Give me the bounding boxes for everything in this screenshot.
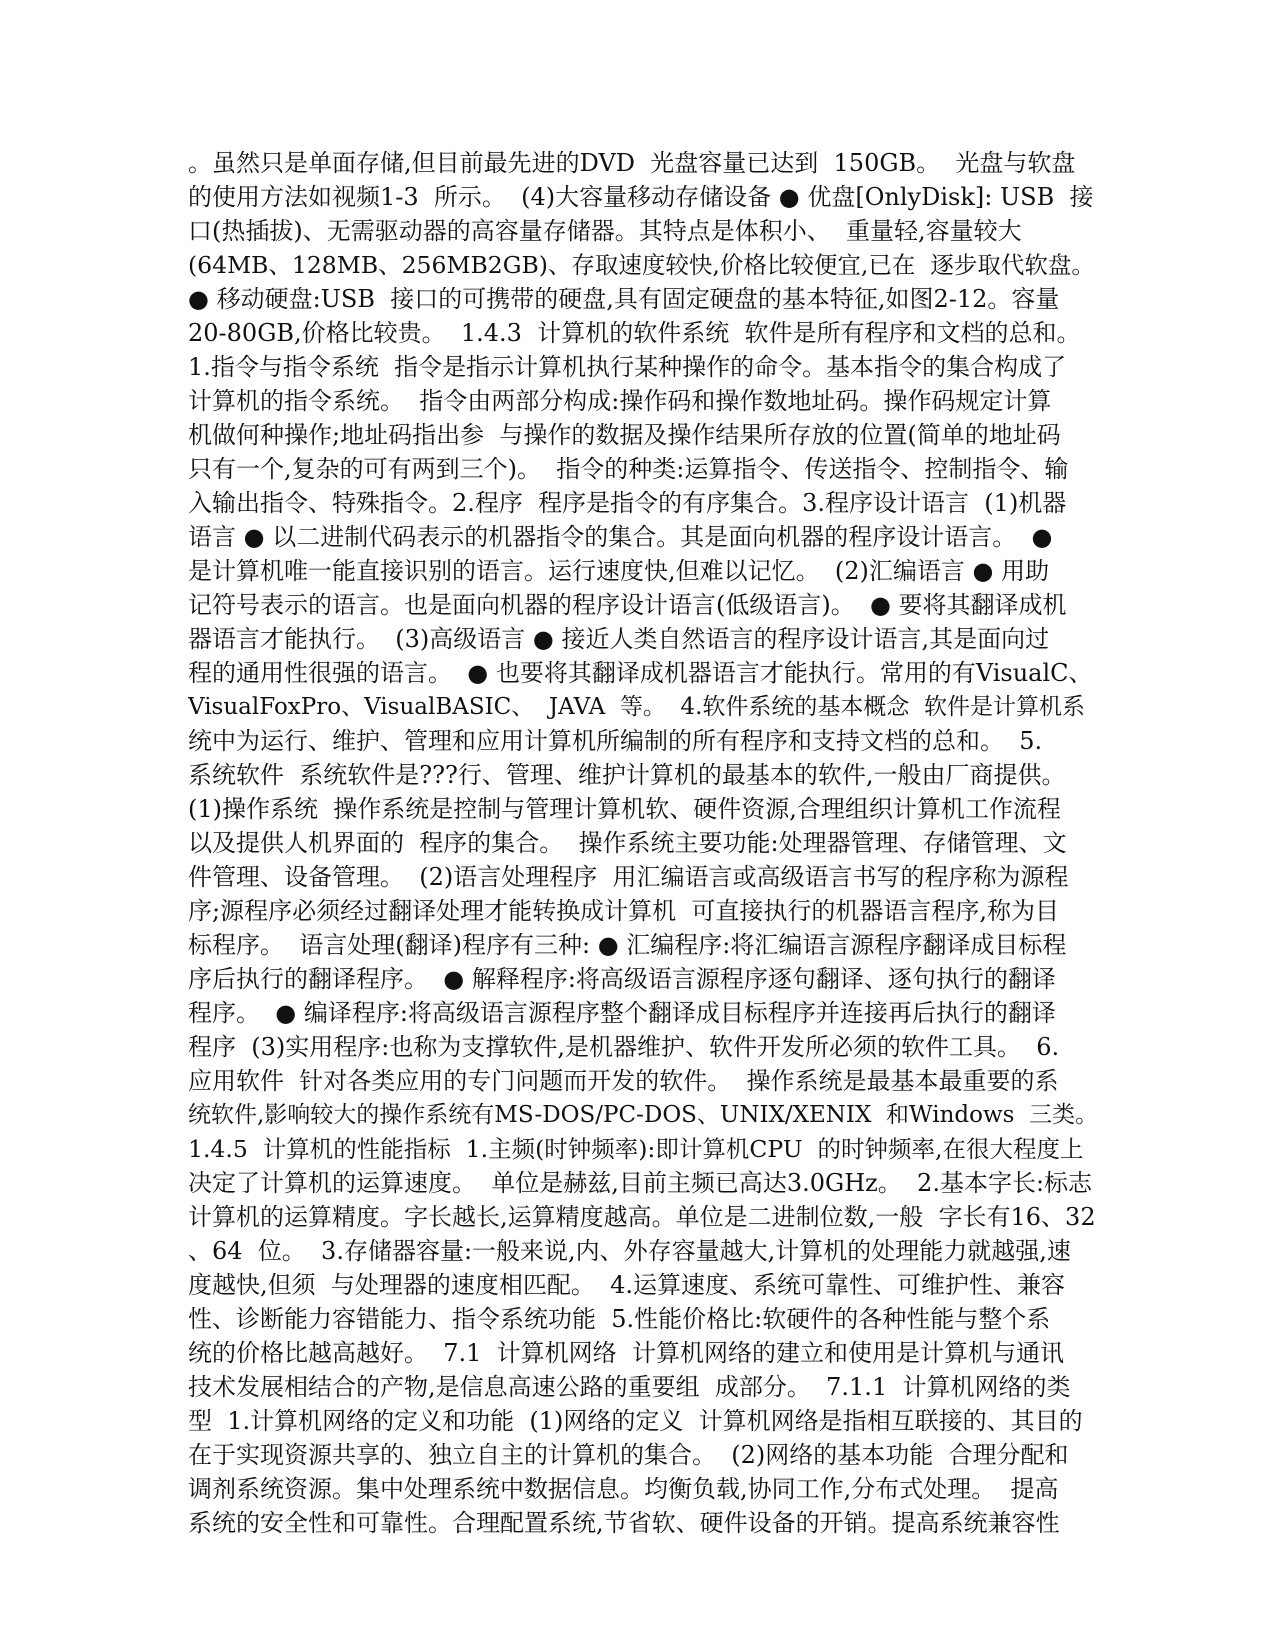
text-line: 度越快,但须 与处理器的速度相匹配。 4.运算速度、系统可靠性、可维护性、兼容 [188, 1271, 1066, 1299]
text-line: (64MB、128MB、256MB2GB)、存取速度较快,价格比较便宜,已在 逐步取代软盘。 [188, 251, 1095, 279]
text-line: 。虽然只是单面存储,但目前最先进的DVD 光盘容量已达到 150GB。 光盘与软盘 [188, 149, 1076, 177]
text-line: 记符号表示的语言。也是面向机器的程序设计语言(低级语言)。 ● 要将其翻译成机 [188, 591, 1067, 619]
text-line: 统的价格比越高越好。 7.1 计算机网络 计算机网络的建立和使用是计算机与通讯 [188, 1339, 1064, 1367]
body-text [188, 146, 1098, 1540]
text-line: 程序 (3)实用程序:也称为支撑软件,是机器维护、软件开发所必须的软件工具。 6. [188, 1033, 1060, 1061]
text-line: 件管理、设备管理。 (2)语言处理程序 用汇编语言或高级语言书写的程序称为源程 [188, 863, 1069, 891]
text-line: 1.4.5 计算机的性能指标 1.主频(时钟频率):即计算机CPU 的时钟频率,在很大程度上 [188, 1135, 1084, 1163]
text-line: 口(热插拔)、无需驱动器的高容量存储器。其特点是体积小、 重量轻,容量较大 [188, 217, 1022, 245]
text-line: 序;源程序必须经过翻译处理才能转换成计算机 可直接执行的机器语言程序,称为目 [188, 897, 1059, 925]
text-line: 程的通用性很强的语言。 ● 也要将其翻译成机器语言才能执行。常用的有VisualC、 [188, 659, 1093, 687]
text-line: 程序。 ● 编译程序:将高级语言源程序整个翻译成目标程序并连接再后执行的翻译 [188, 999, 1056, 1027]
text-line: 性、诊断能力容错能力、指令系统功能 5.性能价格比:软硬件的各种性能与整个系 [188, 1305, 1051, 1333]
text-line: 统中为运行、维护、管理和应用计算机所编制的所有程序和支持文档的总和。 5. [188, 727, 1043, 755]
text-line: (1)操作系统 操作系统是控制与管理计算机软、硬件资源,合理组织计算机工作流程 [188, 795, 1061, 823]
text-line: 机做何种操作;地址码指出参 与操作的数据及操作结果所存放的位置(简单的地址码 [188, 421, 1061, 449]
text-line: 器语言才能执行。 (3)高级语言 ● 接近人类自然语言的程序设计语言,其是面向过 [188, 625, 1050, 653]
text-line: 型 1.计算机网络的定义和功能 (1)网络的定义 计算机网络是指相互联接的、其目的 [188, 1407, 1083, 1435]
text-line: 技术发展相结合的产物,是信息高速公路的重要组 成部分。 7.1.1 计算机网络的类 [188, 1373, 1071, 1401]
text-line: 在于实现资源共享的、独立自主的计算机的集合。 (2)网络的基本功能 合理分配和 [188, 1441, 1069, 1469]
text-line: 入输出指令、特殊指令。2.程序 程序是指令的有序集合。3.程序设计语言 (1)机器 [188, 489, 1067, 517]
text-line: 系统软件 系统软件是???行、管理、维护计算机的最基本的软件,一般由厂商提供。 [188, 761, 1066, 789]
text-line: 的使用方法如视频1-3 所示。 (4)大容量移动存储设备 ● 优盘[OnlyDisk]: USB 接 [188, 183, 1094, 211]
text-line: 语言 ● 以二进制代码表示的机器指令的集合。其是面向机器的程序设计语言。 ● [188, 523, 1053, 551]
text-line: 序后执行的翻译程序。 ● 解释程序:将高级语言源程序逐句翻译、逐句执行的翻译 [188, 965, 1056, 993]
text-line: 20-80GB,价格比较贵。 1.4.3 计算机的软件系统 软件是所有程序和文档的总和。 [188, 319, 1081, 347]
text-line: 1.指令与指令系统 指令是指示计算机执行某种操作的命令。基本指令的集合构成了 [188, 353, 1067, 381]
text-line: 应用软件 针对各类应用的专门问题而开发的软件。 操作系统是最基本最重要的系 [188, 1067, 1059, 1095]
text-line: 计算机的指令系统。 指令由两部分构成:操作码和操作数地址码。操作码规定计算 [188, 387, 1052, 415]
text-line: ● 移动硬盘:USB 接口的可携带的硬盘,具有固定硬盘的基本特征,如图2-12。容量 [188, 285, 1060, 313]
text-line: 计算机的运算精度。字长越长,运算精度越高。单位是二进制位数,一般 字长有16、32 [188, 1203, 1096, 1231]
text-line: 调剂系统资源。集中处理系统中数据信息。均衡负载,协同工作,分布式处理。 提高 [188, 1475, 1059, 1503]
text-line: 统软件,影响较大的操作系统有MS-DOS/PC-DOS、UNIX/XENIX 和Windows 三类。 [188, 1102, 1098, 1128]
text-line: 以及提供人机界面的 程序的集合。 操作系统主要功能:处理器管理、存储管理、文 [188, 829, 1067, 857]
text-line: 只有一个,复杂的可有两到三个)。 指令的种类:运算指令、传送指令、控制指令、输 [188, 455, 1069, 483]
text-line: 、64 位。 3.存储器容量:一般来说,内、外存容量越大,计算机的处理能力就越强,速 [188, 1237, 1071, 1265]
text-line: 是计算机唯一能直接识别的语言。运行速度快,但难以记忆。 (2)汇编语言 ● 用助 [188, 557, 1050, 585]
text-line: VisualFoxPro、VisualBASIC、 JAVA 等。 4.软件系统的基本概念 软件是计算机系 [188, 694, 1086, 720]
text-line: 标程序。 语言处理(翻译)程序有三种: ● 汇编程序:将汇编语言源程序翻译成目标程 [188, 931, 1067, 959]
text-line: 系统的安全性和可靠性。合理配置系统,节省软、硬件设备的开销。提高系统兼容性 [188, 1509, 1060, 1537]
text-line: 决定了计算机的运算速度。 单位是赫兹,目前主频已高达3.0GHz。 2.基本字长:标志 [188, 1169, 1093, 1197]
